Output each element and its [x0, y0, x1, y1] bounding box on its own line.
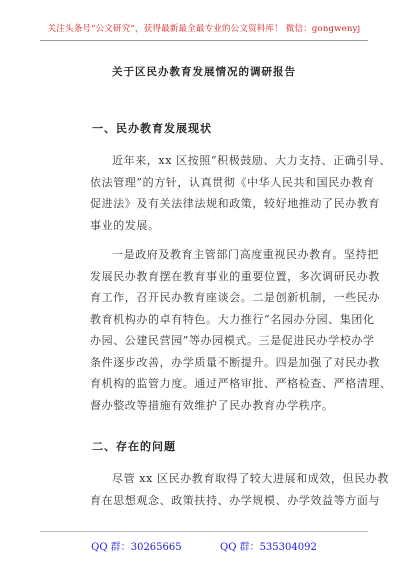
paragraph-line: 督办整改等措施有效维护了民办教育办学秩序。	[90, 398, 334, 412]
paragraph-2	[90, 244, 392, 416]
paragraph-line: 教育机构办的卓有特色。大力推行“名园办分园、集团化	[90, 312, 375, 326]
paragraph-line: 事业的发展。	[90, 218, 160, 232]
paragraph-line: 发展民办教育摆在教育事业的重要位置，多次调研民办教	[90, 269, 380, 283]
footer-contact	[0, 538, 408, 553]
paragraph-1	[90, 150, 392, 236]
paragraph-line: 依法管理”的方针，认真贯彻《中华人民共和国民办教育	[90, 175, 375, 189]
document-title: 关于区民办教育发展情况的调研报告	[112, 66, 296, 78]
header-banner: 关注头条号“公文研究”，获得最新最全最专业的公文资料库！ 微信：gongwenyj	[47, 24, 361, 34]
paragraph-3	[90, 468, 389, 511]
paragraph-line: 育机构的监管力度。通过严格审批、严格检查、严格清理、	[90, 377, 392, 390]
footer-divider	[40, 531, 368, 532]
paragraph-line: 近年来，xx 区按照“积极鼓励、大力支持、正确引导、	[112, 154, 392, 167]
paragraph-line: 尽管 xx 区民办教育取得了较大进展和成效，但民办教	[112, 472, 389, 485]
paragraph-line: 条件逐步改善，办学质量不断提升。四是加强了对民办教	[90, 355, 380, 369]
paragraph-line: 育工作，召开民办教育座谈会。二是创新机制，一些民办	[90, 291, 380, 304]
paragraph-line: 促进法》及有关法律法规和政策，较好地推动了民办教育	[90, 197, 380, 210]
paragraph-line: 办园、公建民营园”等办园模式。三是促进民办学校办学	[90, 334, 375, 347]
header-divider	[40, 40, 368, 41]
section-heading-2: 二、存在的问题	[92, 440, 176, 453]
footer-qq-group-1: QQ 群：30265665	[91, 542, 182, 553]
section-heading-1: 一、民办教育发展现状	[92, 122, 212, 135]
footer-qq-group-2: QQ 群：535304092	[220, 542, 317, 553]
paragraph-line: 育在思想观念、政策扶持、办学规模、办学效益等方面与	[90, 493, 380, 507]
paragraph-line: 一是政府及教育主管部门高度重视民办教育。坚持把	[112, 248, 379, 261]
